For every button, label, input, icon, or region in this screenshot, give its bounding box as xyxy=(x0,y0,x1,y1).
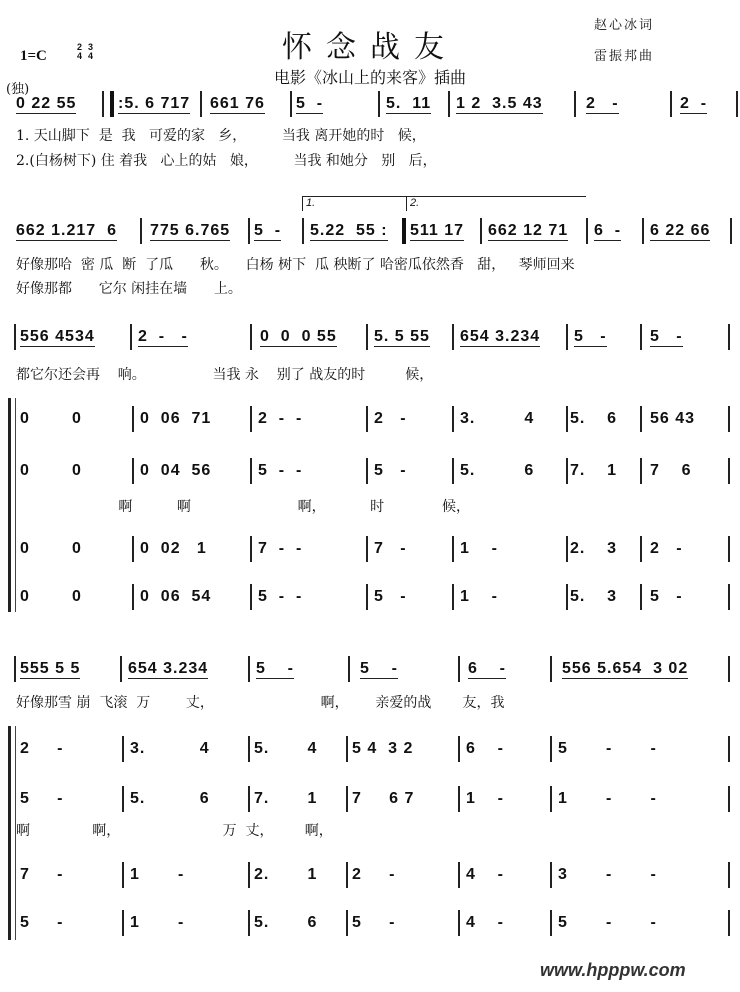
bar-line xyxy=(728,656,730,682)
bar-line xyxy=(250,536,252,562)
choir-part-notes: 0 xyxy=(72,462,82,479)
composer-credit: 雷振邦曲 xyxy=(594,49,655,64)
bar-line xyxy=(132,458,134,484)
time-sig-top: 3 xyxy=(87,42,93,52)
measure-notes: 662 1.217 6 xyxy=(16,222,117,239)
bar-line xyxy=(458,862,460,888)
bar-line xyxy=(366,584,368,610)
bar-line xyxy=(248,910,250,936)
bar-line xyxy=(736,91,738,117)
choir-part-notes: 5. 6 xyxy=(460,462,535,479)
choir-part-notes: 0 02 1 xyxy=(140,540,207,557)
bar-line xyxy=(728,736,730,762)
bar-line xyxy=(122,910,124,936)
choir-part-notes: 2 - xyxy=(352,866,396,883)
bar-line xyxy=(366,406,368,432)
bar-line xyxy=(728,584,730,610)
bar-line xyxy=(132,406,134,432)
choir-part-notes: 5 - xyxy=(352,914,396,931)
choir-part-notes: 4 - xyxy=(466,914,505,931)
solo-label: (独) xyxy=(6,82,30,97)
bar-line xyxy=(122,862,124,888)
bar-line xyxy=(728,862,730,888)
bar-line xyxy=(574,91,576,117)
measure-notes: 654 3.234 xyxy=(128,660,209,677)
repeat-bar-line xyxy=(110,91,114,117)
time-sig-bottom: 4 xyxy=(76,51,82,61)
measure-notes: 5 - xyxy=(650,328,683,345)
bar-line xyxy=(250,324,252,350)
measure-notes: :5. 6 717 xyxy=(118,95,191,112)
bar-line xyxy=(346,862,348,888)
bar-line xyxy=(348,656,350,682)
choir-part-notes: 0 04 56 xyxy=(140,462,212,479)
bar-line xyxy=(122,736,124,762)
choir-part-notes: 2 - - xyxy=(258,410,303,427)
bar-line xyxy=(140,218,142,244)
bar-line xyxy=(566,536,568,562)
bar-line xyxy=(132,536,134,562)
bar-line xyxy=(366,536,368,562)
bar-line xyxy=(122,786,124,812)
lyric-line: 啊 啊 啊， 时 候， xyxy=(16,499,471,515)
measure-notes: 511 17 xyxy=(410,222,465,239)
bar-line xyxy=(346,910,348,936)
bar-line xyxy=(640,324,642,350)
choir-part-notes: 5 - - xyxy=(258,462,303,479)
choir-part-notes: 5. 4 xyxy=(254,740,318,757)
lyric-line: 好像那雪 崩 飞滚 万 丈， 啊， 亲爱的战 友，我 xyxy=(16,695,505,711)
choir-part-notes: 5 4 3 2 xyxy=(352,740,414,757)
measure-notes: 775 6.765 xyxy=(150,222,231,239)
choir-part-notes: 0 xyxy=(20,462,30,479)
choir-part-notes: 7 - xyxy=(374,540,407,557)
bar-line xyxy=(728,406,730,432)
measure-notes: 5 - xyxy=(296,95,324,112)
bar-line xyxy=(248,786,250,812)
bar-line xyxy=(480,218,482,244)
volta-bracket: 2. xyxy=(406,196,586,211)
bar-line xyxy=(248,862,250,888)
choir-part-notes: 5 - xyxy=(20,790,64,807)
choir-part-notes: 56 43 xyxy=(650,410,696,427)
choir-part-notes: 0 xyxy=(72,540,82,557)
watermark: www.hpppw.com xyxy=(540,960,686,980)
bar-line xyxy=(730,218,732,244)
measure-notes: 662 12 71 xyxy=(488,222,569,239)
bar-line xyxy=(640,584,642,610)
bar-line xyxy=(14,656,16,682)
bar-line xyxy=(366,324,368,350)
choir-part-notes: 1 - xyxy=(460,588,499,605)
choir-part-notes: 3. 4 xyxy=(130,740,210,757)
bar-line xyxy=(550,862,552,888)
choir-part-notes: 1 - xyxy=(460,540,499,557)
bar-line xyxy=(200,91,202,117)
bar-line xyxy=(586,218,588,244)
lyric-line: 1. 天山脚下 是 我 可爱的家 乡， 当我 离开她的时 候， xyxy=(16,128,426,144)
measure-notes: 6 22 66 xyxy=(650,222,711,239)
bar-line xyxy=(550,736,552,762)
choir-part-notes: 5. 6 xyxy=(254,914,318,931)
bar-line xyxy=(640,458,642,484)
bar-line xyxy=(250,406,252,432)
system-bracket xyxy=(8,398,16,612)
lyric-line: 2.(白杨树下) 住 着我 心上的姑 娘， 当我 和她分 别 后， xyxy=(16,153,437,169)
measure-notes: 0 0 0 55 xyxy=(260,328,337,345)
measure-notes: 556 5.654 3 02 xyxy=(562,660,689,677)
choir-part-notes: 3 - - xyxy=(558,866,657,883)
measure-notes: 5 - xyxy=(256,660,295,677)
time-sig-top: 2 xyxy=(76,42,82,52)
measure-notes: 2 - - xyxy=(138,328,188,345)
bar-line xyxy=(130,324,132,350)
bar-line xyxy=(728,910,730,936)
choir-part-notes: 5. 6 xyxy=(570,410,618,427)
bar-line xyxy=(458,910,460,936)
system-bracket xyxy=(8,726,16,940)
bar-line xyxy=(366,458,368,484)
measure-notes: 5 - xyxy=(574,328,607,345)
bar-line xyxy=(448,91,450,117)
bar-line xyxy=(346,736,348,762)
measure-notes: 0 22 55 xyxy=(16,95,77,112)
measure-notes: 1 2 3.5 43 xyxy=(456,95,543,112)
bar-line xyxy=(566,406,568,432)
bar-line xyxy=(248,218,250,244)
bar-line xyxy=(670,91,672,117)
choir-part-notes: 5 - xyxy=(374,588,407,605)
bar-line xyxy=(728,458,730,484)
bar-line xyxy=(248,656,250,682)
choir-part-notes: 0 06 54 xyxy=(140,588,212,605)
bar-line xyxy=(642,218,644,244)
choir-part-notes: 1 - - xyxy=(558,790,657,807)
lyric-line: 好像那都 它尔 闲挂在墙 上。 xyxy=(16,281,242,297)
bar-line xyxy=(640,536,642,562)
bar-line xyxy=(458,786,460,812)
measure-notes: 6 - xyxy=(594,222,622,239)
measure-notes: 5. 11 xyxy=(386,95,432,112)
choir-part-notes: 1 - xyxy=(130,914,185,931)
song-title: 怀念战友 xyxy=(282,30,458,65)
choir-part-notes: 2 - xyxy=(650,540,683,557)
measure-notes: 5 - xyxy=(254,222,282,239)
bar-line xyxy=(452,458,454,484)
measure-notes: 556 4534 xyxy=(20,328,95,345)
bar-line xyxy=(250,584,252,610)
choir-part-notes: 0 xyxy=(20,588,30,605)
key-signature: 1=C xyxy=(20,48,47,64)
bar-line xyxy=(566,584,568,610)
time-signature-3-4 xyxy=(86,43,95,61)
bar-line xyxy=(452,324,454,350)
choir-part-notes: 7. 1 xyxy=(570,462,618,479)
choir-part-notes: 1 - xyxy=(130,866,185,883)
choir-part-notes: 7 - xyxy=(20,866,64,883)
choir-part-notes: 0 xyxy=(72,410,82,427)
lyric-line: 都它尔还会再 响。 当我 永 别了 战友的时 候， xyxy=(16,367,434,383)
choir-part-notes: 5 - - xyxy=(558,740,657,757)
bar-line xyxy=(302,218,304,244)
bar-line xyxy=(120,656,122,682)
bar-line xyxy=(132,584,134,610)
choir-part-notes: 5 - - xyxy=(258,588,303,605)
choir-part-notes: 3. 4 xyxy=(460,410,535,427)
choir-part-notes: 6 - xyxy=(466,740,505,757)
measure-notes: 5 - xyxy=(360,660,399,677)
choir-part-notes: 0 xyxy=(72,588,82,605)
choir-part-notes: 7. 1 xyxy=(254,790,318,807)
choir-part-notes: 0 xyxy=(20,540,30,557)
choir-part-notes: 0 xyxy=(20,410,30,427)
bar-line xyxy=(550,656,552,682)
lyricist-credit: 赵心冰词 xyxy=(594,18,655,33)
bar-line xyxy=(566,324,568,350)
measure-notes: 555 5 5 xyxy=(20,660,81,677)
measure-notes: 654 3.234 xyxy=(460,328,541,345)
song-subtitle: 电影《冰山上的来客》插曲 xyxy=(273,68,466,87)
lyric-line: 啊 啊， 万 丈， 啊， xyxy=(16,823,333,839)
bar-line xyxy=(728,536,730,562)
choir-part-notes: 2. 3 xyxy=(570,540,618,557)
bar-line xyxy=(378,91,380,117)
choir-part-notes: 7 6 7 xyxy=(352,790,415,807)
bar-line xyxy=(728,324,730,350)
measure-notes: 661 76 xyxy=(210,95,265,112)
bar-line xyxy=(290,91,292,117)
choir-part-notes: 4 - xyxy=(466,866,505,883)
measure-notes: 2 - xyxy=(586,95,619,112)
choir-part-notes: 2 - xyxy=(374,410,407,427)
choir-part-notes: 5 - xyxy=(374,462,407,479)
bar-line xyxy=(566,458,568,484)
time-sig-bottom: 4 xyxy=(87,51,93,61)
bar-line xyxy=(346,786,348,812)
choir-part-notes: 2 - xyxy=(20,740,64,757)
choir-part-notes: 2. 1 xyxy=(254,866,318,883)
bar-line xyxy=(452,584,454,610)
choir-part-notes: 5. 3 xyxy=(570,588,618,605)
repeat-bar-line xyxy=(402,218,406,244)
choir-part-notes: 5. 6 xyxy=(130,790,210,807)
bar-line xyxy=(102,91,104,117)
bar-line xyxy=(728,786,730,812)
choir-part-notes: 5 - - xyxy=(558,914,657,931)
bar-line xyxy=(458,656,460,682)
volta-bracket: 1. xyxy=(302,196,406,211)
choir-part-notes: 5 - xyxy=(20,914,64,931)
bar-line xyxy=(14,324,16,350)
choir-part-notes: 7 - - xyxy=(258,540,303,557)
measure-notes: 5. 5 55 xyxy=(374,328,430,345)
choir-part-notes: 0 06 71 xyxy=(140,410,212,427)
bar-line xyxy=(250,458,252,484)
bar-line xyxy=(458,736,460,762)
bar-line xyxy=(550,786,552,812)
bar-line xyxy=(640,406,642,432)
measure-notes: 2 - xyxy=(680,95,708,112)
bar-line xyxy=(550,910,552,936)
lyric-line: 好像那哈 密 瓜 断 了瓜 秋。 白杨 树下 瓜 秧断了 哈密瓜依然香 甜， 琴师回来 xyxy=(16,257,575,273)
bar-line xyxy=(248,736,250,762)
time-signature-2-4 xyxy=(75,43,84,61)
choir-part-notes: 1 - xyxy=(466,790,505,807)
choir-part-notes: 5 - xyxy=(650,588,683,605)
bar-line xyxy=(452,406,454,432)
choir-part-notes: 7 6 xyxy=(650,462,692,479)
bar-line xyxy=(452,536,454,562)
measure-notes: 6 - xyxy=(468,660,507,677)
measure-notes: 5.22 55 : xyxy=(310,222,388,239)
